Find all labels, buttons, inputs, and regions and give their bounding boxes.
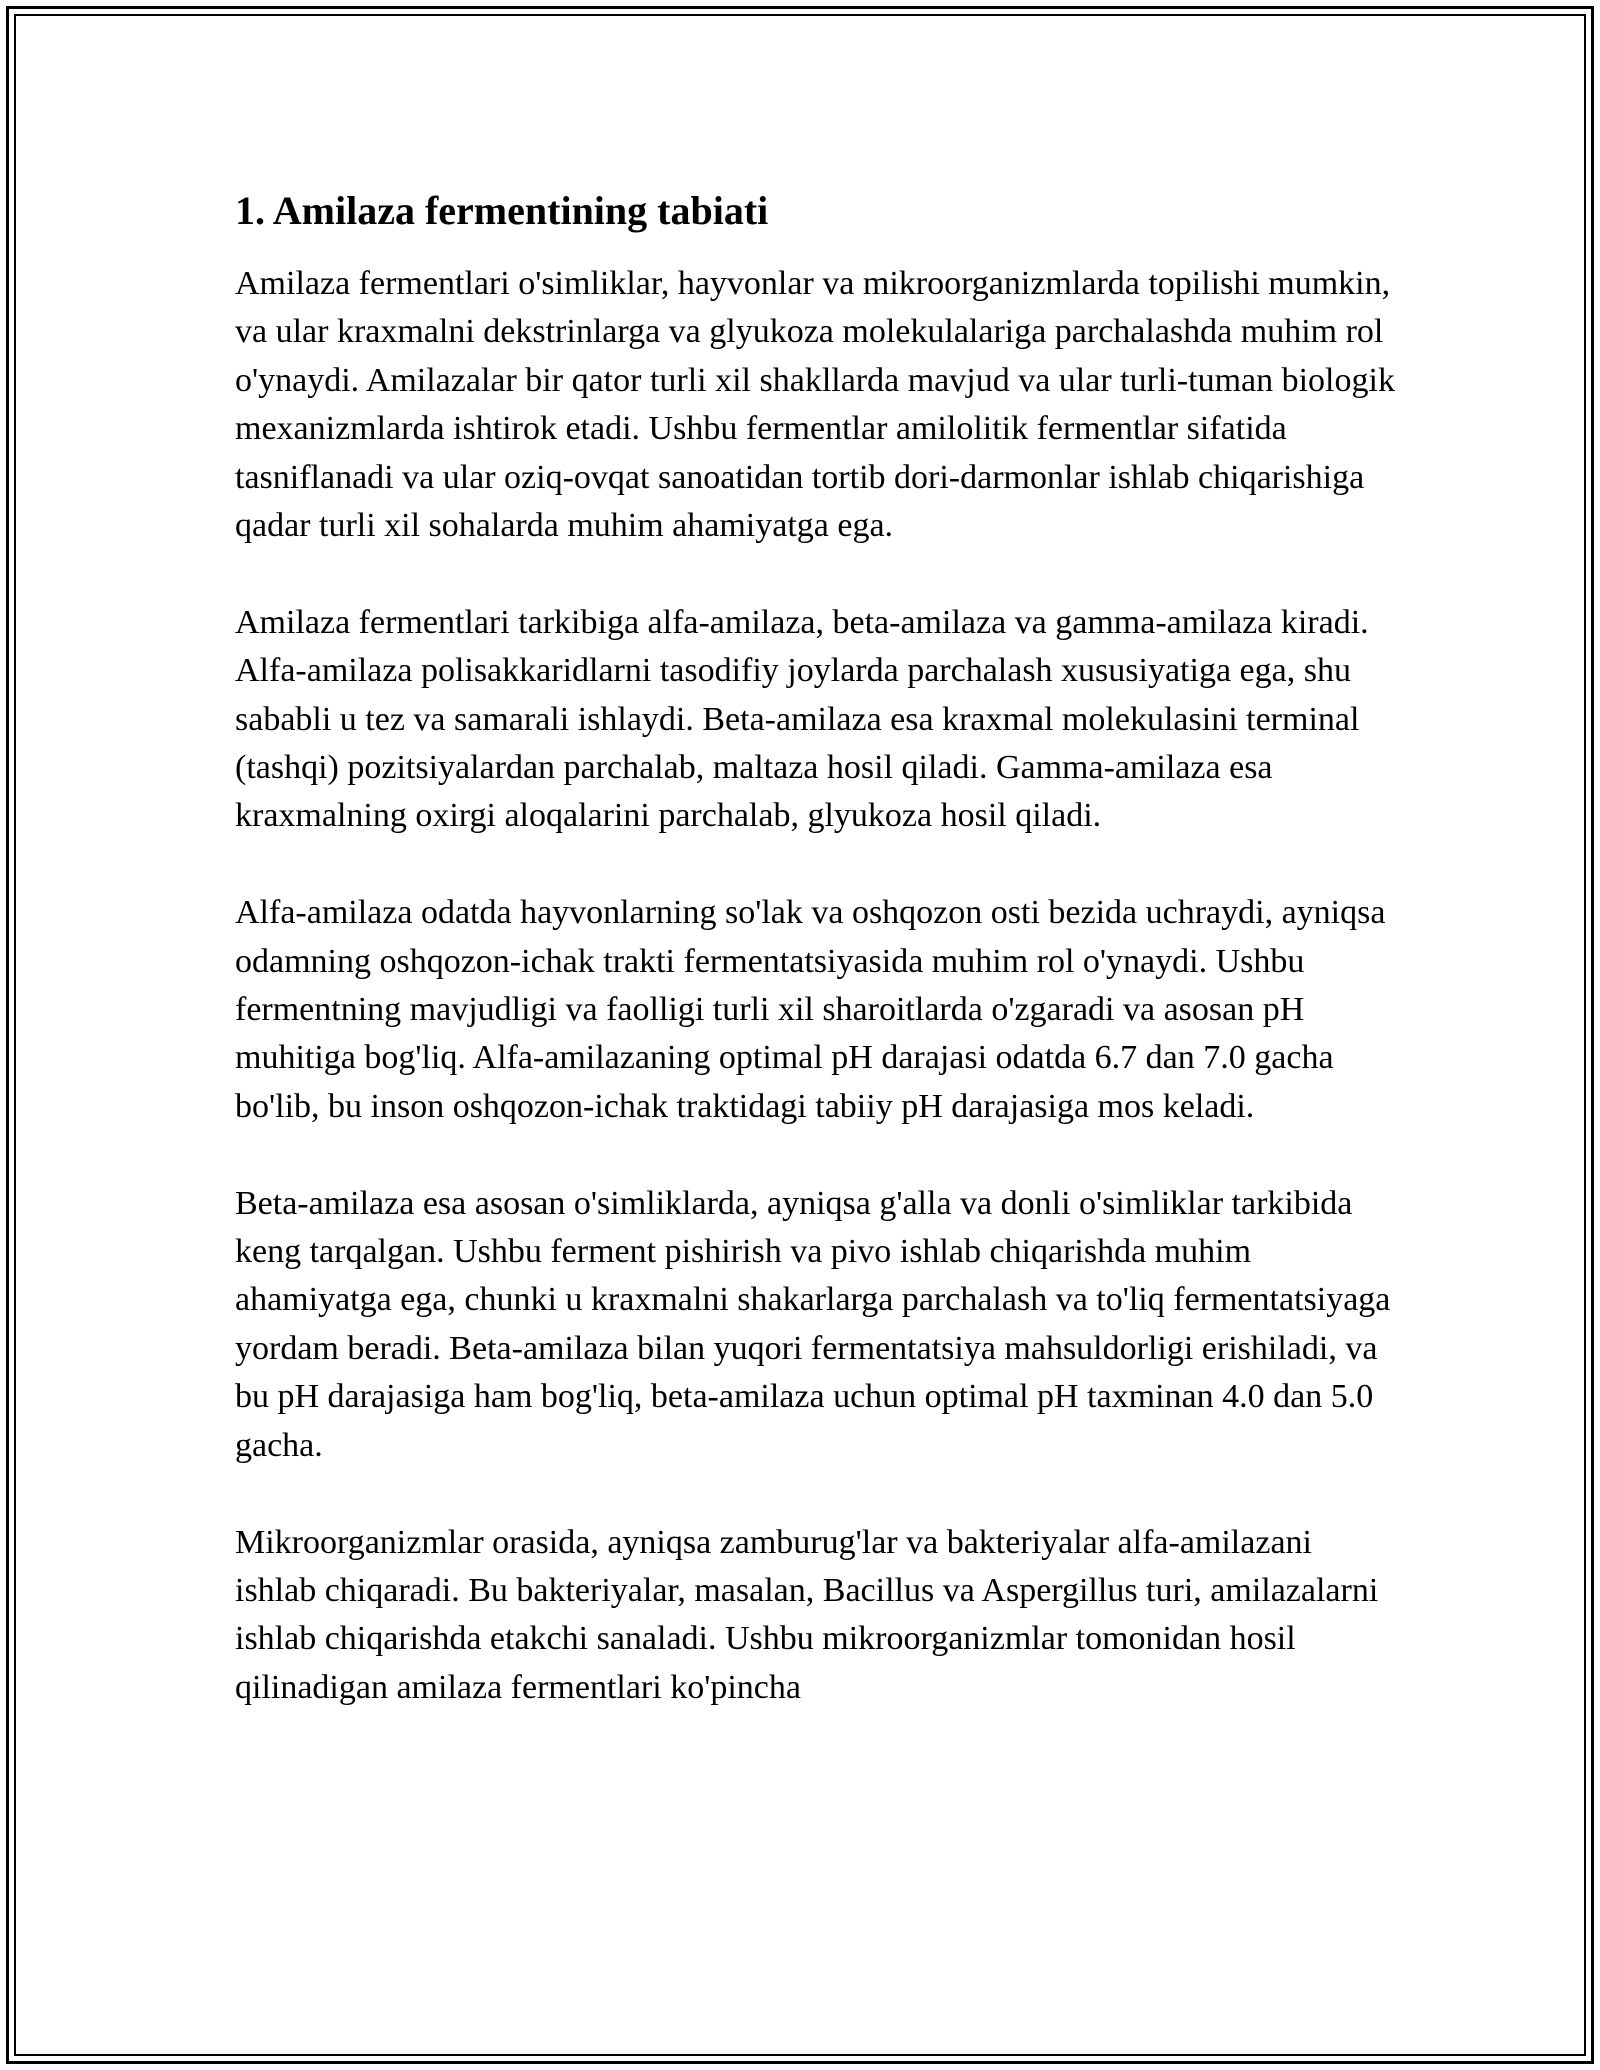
paragraph-4: Beta-amilaza esa asosan o'simliklarda, ayniqsa g'alla va donli o'simliklar tarkibida keng tarqalgan. Ushbu ferment pishirish va pivo ishlab chiqarishda muhim ahamiyatga ega, chunki u kraxmalni shakarlarga parchalash va to'liq fermentatsiyaga yordam beradi. Beta-amilaza bilan yuqori fermentatsiya mahsuldorligi erishiladi, va bu pH darajasiga ham bog'liq, beta-amilaza uchun optimal pH taxminan 4.0 dan 5.0 gacha. — [235, 1184, 1391, 1464]
paragraph-5: Mikroorganizmlar orasida, ayniqsa zamburug'lar va bakteriyalar alfa-amilazani ishlab chiqaradi. Bu bakteriyalar, masalan, Bacillus va Aspergillus turi, amilazalarni ishlab chiqarishda etakchi sanaladi. Ushbu mikroorganizmlar tomonidan hosil qilinadigan amilaza fermentlari ko'pincha — [235, 1523, 1379, 1706]
paragraph-2: Amilaza fermentlari tarkibiga alfa-amilaza, beta-amilaza va gamma-amilaza kiradi. Alfa-amilaza polisakkaridlarni tasodifiy joylarda parchalash xususiyatiga ega, shu sababli u tez va samarali ishlaydi. Beta-amilaza esa kraxmal molekulasini terminal (tashqi) pozitsiyalardan parchalab, maltaza hosil qiladi. Gamma-amilaza esa kraxmalning oxirgi aloqalarini parchalab, glyukoza hosil qiladi. — [235, 603, 1369, 835]
section-heading: 1. Amilaza fermentining tabiati — [235, 188, 769, 233]
paragraph-1: Amilaza fermentlari o'simliklar, hayvonlar va mikroorganizmlarda topilishi mumkin, va ular kraxmalni dekstrinlarga va glyukoza molekulalariga parchalashda muhim rol o'ynaydi. Amilazalar bir qator turli xil shakllarda mavjud va ular turli-tuman biologik mexanizmlarda ishtirok etadi. Ushbu fermentlar amilolitik fermentlar sifatida tasniflanadi va ular oziq-ovqat sanoatidan tortib dori-darmonlar ishlab chiqarishiga qadar turli xil sohalarda muhim ahamiyatga ega. — [235, 265, 1395, 545]
document-body — [235, 186, 1395, 1712]
paragraph-3: Alfa-amilaza odatda hayvonlarning so'lak va oshqozon osti bezida uchraydi, ayniqsa odamning oshqozon-ichak trakti fermentatsiyasida muhim rol o'ynaydi. Ushbu fermentning mavjudligi va faolligi turli xil sharoitlarda o'zgaradi va asosan pH muhitiga bog'liq. Alfa-amilazaning optimal pH darajasi odatda 6.7 dan 7.0 gacha bo'lib, bu inson oshqozon-ichak traktidagi tabiiy pH darajasiga mos keladi. — [235, 894, 1386, 1125]
